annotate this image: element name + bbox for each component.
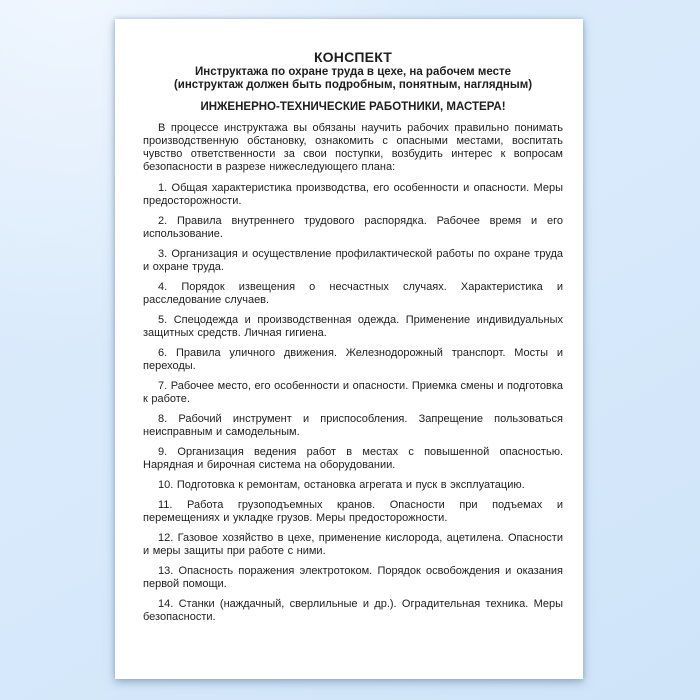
document-subtitle-line-2: (инструктаж должен быть подробным, понятным, наглядным) bbox=[173, 79, 533, 91]
plan-item: 1. Общая характеристика производства, его особенности и опасности. Меры предосторожности. bbox=[143, 182, 563, 207]
plan-item: 5. Спецодежда и производственная одежда. Применение индивидуальных защитных средств. Личная гигиена. bbox=[143, 314, 563, 339]
plan-item: 10. Подготовка к ремонтам, остановка агрегата и пуск в эксплуатацию. bbox=[158, 479, 525, 491]
document-subtitle-line-1: Инструктажа по охране труда в цехе, на рабочем месте bbox=[194, 66, 511, 78]
plan-item: 13. Опасность поражения электротоком. Порядок освобождения и оказания первой помощи. bbox=[143, 565, 563, 590]
document-title: КОНСПЕКТ bbox=[313, 49, 393, 65]
plan-item: 4. Порядок извещения о несчастных случаях. Характеристика и расследование случаев. bbox=[143, 281, 563, 306]
plan-item: 7. Рабочее место, его особенности и опасности. Приемка смены и подготовка к работе. bbox=[143, 380, 563, 405]
document-page bbox=[115, 19, 583, 679]
plan-item: 9. Организация ведения работ в местах с повышенной опасностью. Нарядная и бирочная система на оборудовании. bbox=[143, 446, 563, 471]
intro-paragraph: В процессе инструктажа вы обязаны научить рабочих правильно понимать производственную обстановку, ознакомить с опасными местами, воспитать чувство ответственности за свои поступки, возбудить интерес к вопросам безопасности в разрезе нижеследующего плана: bbox=[143, 122, 563, 173]
plan-item: 14. Станки (наждачный, сверлильные и др.). Оградительная техника. Меры безопасности. bbox=[143, 598, 563, 623]
plan-item: 3. Организация и осуществление профилактической работы по охране труда и охране труда. bbox=[143, 248, 563, 273]
plan-item: 12. Газовое хозяйство в цехе, применение кислорода, ацетилена. Опасности и меры защиты при работе с ними. bbox=[143, 532, 563, 557]
plan-list bbox=[143, 182, 563, 624]
plan-item: 11. Работа грузоподъемных кранов. Опасности при подъемах и перемещениях и укладке грузов. Меры предосторожности. bbox=[143, 499, 563, 524]
plan-item: 6. Правила уличного движения. Железнодорожный транспорт. Мосты и переходы. bbox=[143, 347, 563, 372]
plan-item: 8. Рабочий инструмент и приспособления. Запрещение пользоваться неисправным и самодельным. bbox=[143, 413, 563, 438]
plan-item: 2. Правила внутреннего трудового распорядка. Рабочее время и его использование. bbox=[143, 215, 563, 240]
document-heading: ИНЖЕНЕРНО-ТЕХНИЧЕСКИЕ РАБОТНИКИ, МАСТЕРА! bbox=[200, 101, 506, 113]
